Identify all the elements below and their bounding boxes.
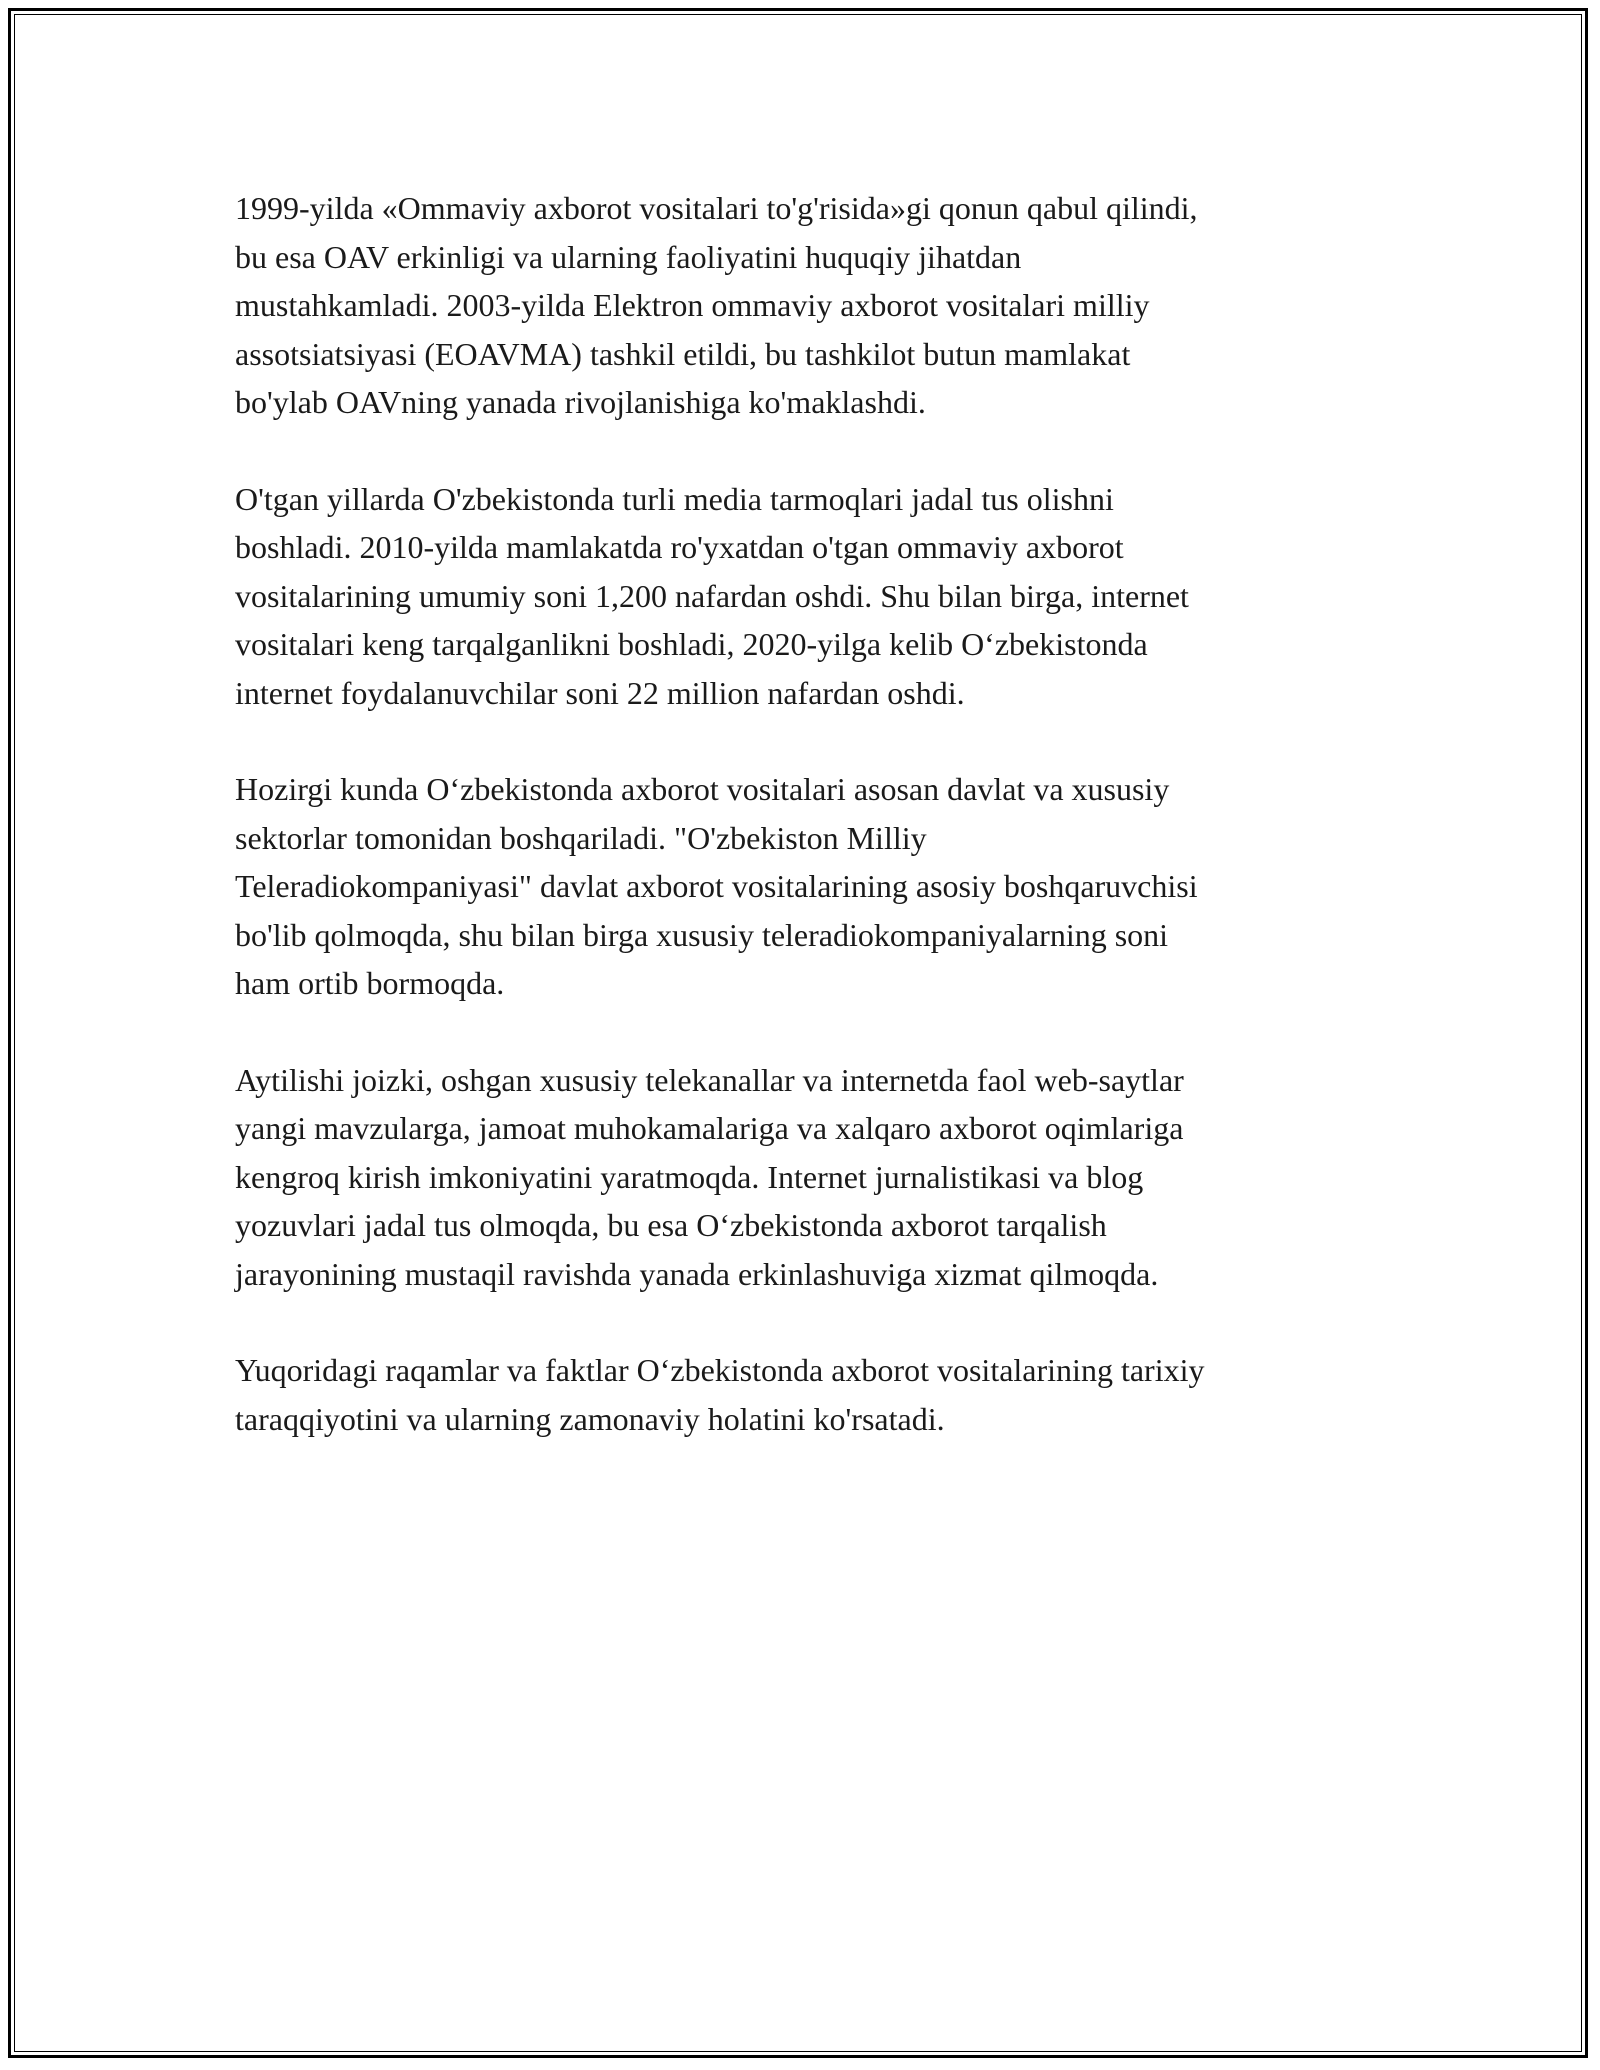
document-body: [235, 184, 1375, 1491]
paragraph-current-state: Hozirgi kunda Oʻzbekistonda axborot vositalari asosan davlat va xususiy sektorlar tomonidan boshqariladi. "O'zbekiston Milliy Teleradiokompaniyasi" davlat axborot vositalarining asosiy boshqaruvchisi bo'lib qolmoqda, shu bilan birga xususiy teleradiokompaniyalarning soni ham ortib bormoqda.: [235, 771, 1198, 1001]
paragraph-oav-law-1999: 1999-yilda «Ommaviy axborot vositalari to'g'risida»gi qonun qabul qilindi, bu esa OAV erkinligi va ularning faoliyatini huquqiy jihatdan mustahkamladi. 2003-yilda Elektron ommaviy axborot vositalari milliy assotsiatsiyasi (EOAVMA) tashkil etildi, bu tashkilot butun mamlakat bo'ylab OAVning yanada rivojlanishiga ko'maklashdi.: [235, 190, 1198, 420]
paragraph-media-growth: O'tgan yillarda O'zbekistonda turli media tarmoqlari jadal tus olishni boshladi. 2010-yilda mamlakatda ro'yxatdan o'tgan ommaviy axborot vositalarining umumiy soni 1,200 nafardan oshdi. Shu bilan birga, internet vositalari keng tarqalganlikni boshladi, 2020-yilga kelib Oʻzbekistonda internet foydalanuvchilar soni 22 million nafardan oshdi.: [235, 480, 1189, 711]
paragraph-private-media: Aytilishi joizki, oshgan xususiy telekanallar va internetda faol web-saytlar yangi mavzularga, jamoat muhokamalariga va xalqaro axborot oqimlariga kengroq kirish imkoniyatini yaratmoqda. Internet jurnalistikasi va blog yozuvlari jadal tus olmoqda, bu esa Oʻzbekistonda axborot tarqalish jarayonining mustaqil ravishda yanada erkinlashuviga xizmat qilmoqda.: [235, 1061, 1184, 1292]
paragraph-conclusion: Yuqoridagi raqamlar va faktlar Oʻzbekistonda axborot vositalarining tarixiy taraqqiyotini va ularning zamonaviy holatini ko'rsatadi.: [235, 1352, 1205, 1437]
